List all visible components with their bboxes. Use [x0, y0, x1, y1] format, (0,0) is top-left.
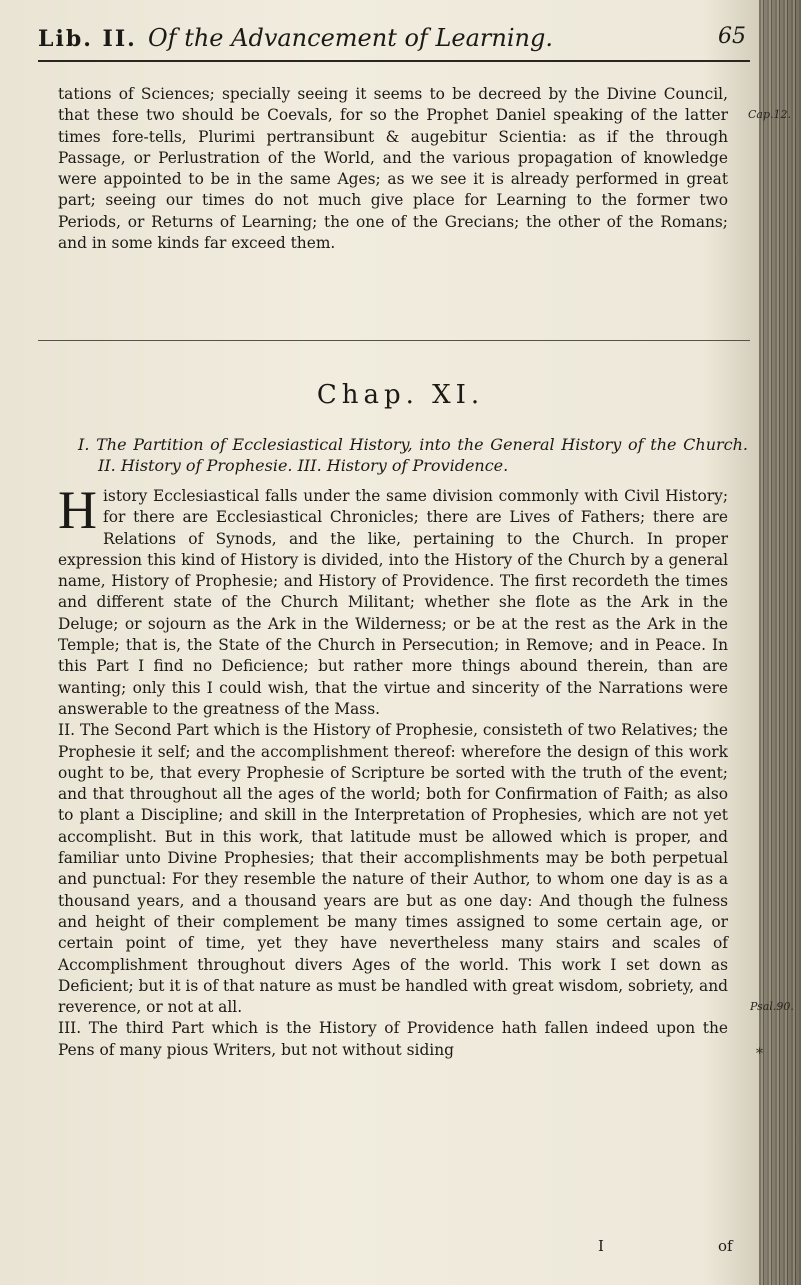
body-paragraph-3: III. The third Part which is the History of Providence hath fallen indeed upon the Pens of many pious Writers, but not without siding — [58, 1019, 728, 1059]
chapter-body — [58, 480, 728, 1061]
signature-mark: I — [598, 1237, 604, 1255]
margin-note-psal: Psal.90. — [750, 1000, 794, 1013]
margin-note-cap: Cap.12. — [748, 108, 792, 121]
body-paragraph-1: istory Ecclesiastical falls under the same division commonly with Civil History; for there are Ecclesiastical Chronicles; there are Lives of Fathers; there are Relations of Synods, and the like, pertaining to the Church. In proper expression this kind of History is divided, into the History of the Church by a general name, History of Prophesie; and History of Providence. The first recordeth the times and different state of the Church Militant; whether she flote as the Ark in the Deluge; or sojourn as the Ark in the Wilderness; or be at the rest as the Ark in the Temple; that is, the State of the Church in Persecution; in Remove; and in Peace. In this Part I find no Deficience; but rather more things abound therein, than are wanting; only this I could wish, that the virtue and sincerity of the Narrations were answerable to the greatness of the Mass. — [58, 487, 728, 718]
running-header — [38, 20, 748, 56]
chapter-rule — [38, 340, 750, 341]
chapter-summary — [78, 434, 748, 476]
margin-note-asterisk: * — [756, 1046, 763, 1062]
catchword: of — [718, 1237, 733, 1255]
header-rule — [38, 60, 750, 62]
book-binding-edge — [759, 0, 801, 1285]
page-number: 65 — [718, 24, 746, 49]
drop-cap: H — [58, 480, 97, 540]
running-title: Of the Advancement of Learning. — [148, 24, 553, 52]
continued-paragraph — [58, 84, 728, 254]
book-number: Lib. II. — [38, 26, 137, 52]
paragraph-text: tations of Sciences; specially seeing it seems to be decreed by the Divine Council, that these two should be Coevals, for so the Prophet Daniel speaking of the latter times fore-tells, Plurimi pertransibunt & augebitur Scientia: as if the through Passage, or Perlustration of the World, and the various propagation of knowledge were appointed to be in the same Ages; as we see it is already performed in great part; seeing our times do not much give place for Learning to the former two Periods, or Returns of Learning; the one of the Grecians; the other of the Romans; and in some kinds far exceed them. — [58, 85, 728, 253]
chapter-summary-text: I. The Partition of Ecclesiastical History, into the General History of the Church. II. History of Prophesie. III. History of Providence. — [78, 435, 748, 475]
chapter-title: Chap. XI. — [316, 380, 485, 410]
body-paragraph-2: II. The Second Part which is the History of Prophesie, consisteth of two Relatives; the Prophesie it self; and the accomplishment thereof: wherefore the design of this work ought to be, that every Prophesie of Scripture be sorted with the truth of the event; and that throughout all the ages of the world; both for Confirmation of Faith; as also to plant a Discipline; and skill in the Interpretation of Prophesies, which are not yet accomplisht. But in this work, that latitude must be allowed which is proper, and familiar unto Divine Prophesies; that their accomplishments may be both perpetual and punctual: For they resemble the nature of their Author, to whom one day is as a thousand years, and a thousand years are but as one day: And though the fulness and height of their complement be many times assigned to some certain age, or certain point of time, yet they have nevertheless many stairs and scales of Accomplishment throughout divers Ages of the world. This work I set down as Deficient; but it is of that nature as must be handled with great wisdom, sobriety, and reverence, or not at all. — [58, 721, 728, 1017]
